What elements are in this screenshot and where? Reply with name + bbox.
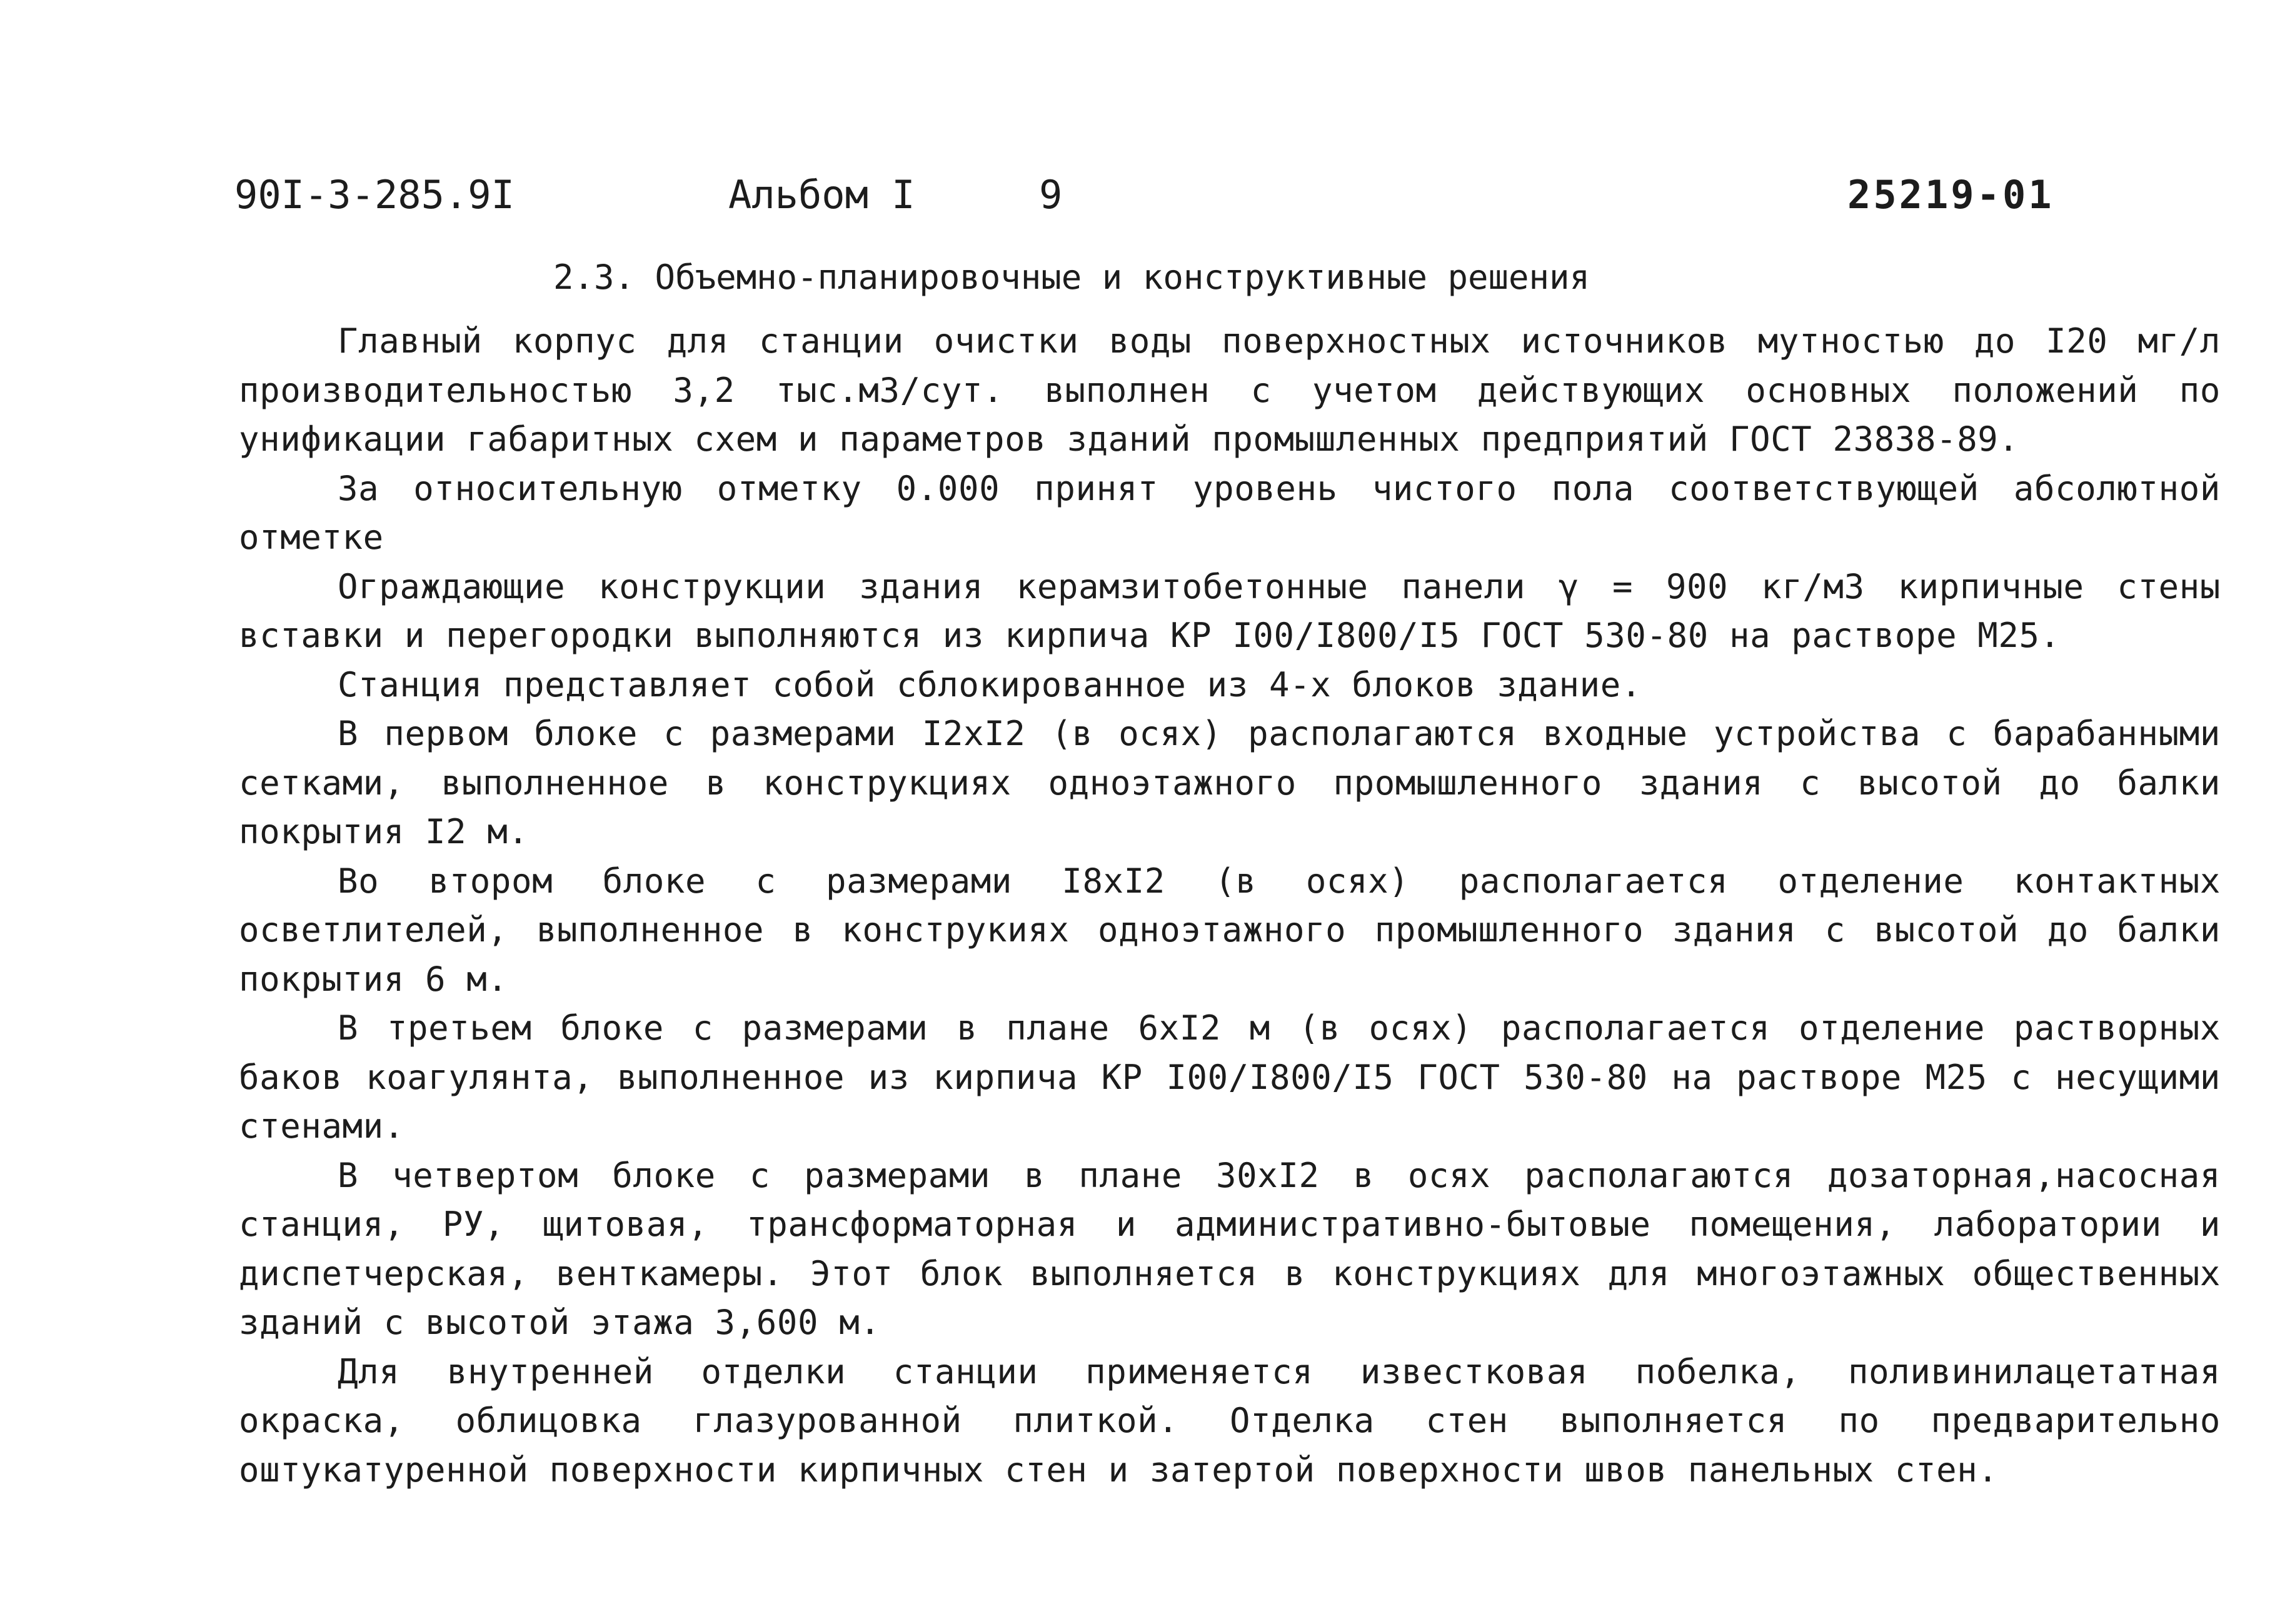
page-number: 9 (1039, 172, 1063, 218)
paragraph: В первом блоке с размерами I2xI2 (в осях) располагаются входные устройства с барабанными сетками, выполненное в конструкциях одноэтажного промышленного здания с высотой до балки покрытия I2 м. (239, 714, 2221, 851)
paragraph: Главный корпус для станции очистки воды поверхностных источников мутностью до I20 мг/л производительностью 3,2 тыс.м3/сут. выполнен с учетом действующих основных положений по унификации габаритных схем и параметров зданий промышленных предприятий ГОСТ 23838-89. (239, 321, 2221, 459)
paragraph: Во втором блоке с размерами I8xI2 (в осях) располагается отделение контактных осветлителей, выполненное в конструкиях одноэтажного промышленного здания с высотой до балки покрытия 6 м. (239, 861, 2221, 999)
paragraph: В третьем блоке с размерами в плане 6xI2 м (в осях) располагается отделение растворных баков коагулянта, выполненное из кирпича КР I00/I800/I5 ГОСТ 530-80 на растворе М25 с несущими стенами. (239, 1008, 2221, 1146)
body-text (239, 317, 2221, 1495)
paragraph: Для внутренней отделки станции применяется известковая побелка, поливинилацетатная окраска, облицовка глазурованной плиткой. Отделка стен выполняется по предварительно оштукатуренной поверхности кирпичных стен и затертой поверхности швов панельных стен. (239, 1351, 2221, 1490)
album-label: Альбом I (728, 172, 915, 218)
document-code: 90I-3-285.9I (234, 172, 515, 218)
section-title: 2.3. Объемно-планировочные и конструктивные решения (553, 258, 1590, 297)
document-number: 25219-01 (1847, 172, 2054, 218)
paragraph: Станция представляет собой сблокированное из 4-х блоков здание. (338, 664, 1642, 704)
paragraph: Ограждающие конструкции здания керамзитобетонные панели γ = 900 кг/м3 кирпичные стены вставки и перегородки выполняются из кирпича КР I00/I800/I5 ГОСТ 530-80 на растворе М25. (239, 566, 2221, 655)
paragraph: В четвертом блоке с размерами в плане 30xI2 в осях располагаются дозаторная,насосная станция, РУ, щитовая, трансформаторная и административно-бытовые помещения, лаборатории и диспетчерская, венткамеры. Этот блок выполняется в конструкциях для многоэтажных общественных зданий с высотой этажа 3,600 м. (239, 1155, 2221, 1342)
paragraph: За относительную отметку 0.000 принят уровень чистого пола соответствующей абсолютной отметке (239, 468, 2221, 557)
